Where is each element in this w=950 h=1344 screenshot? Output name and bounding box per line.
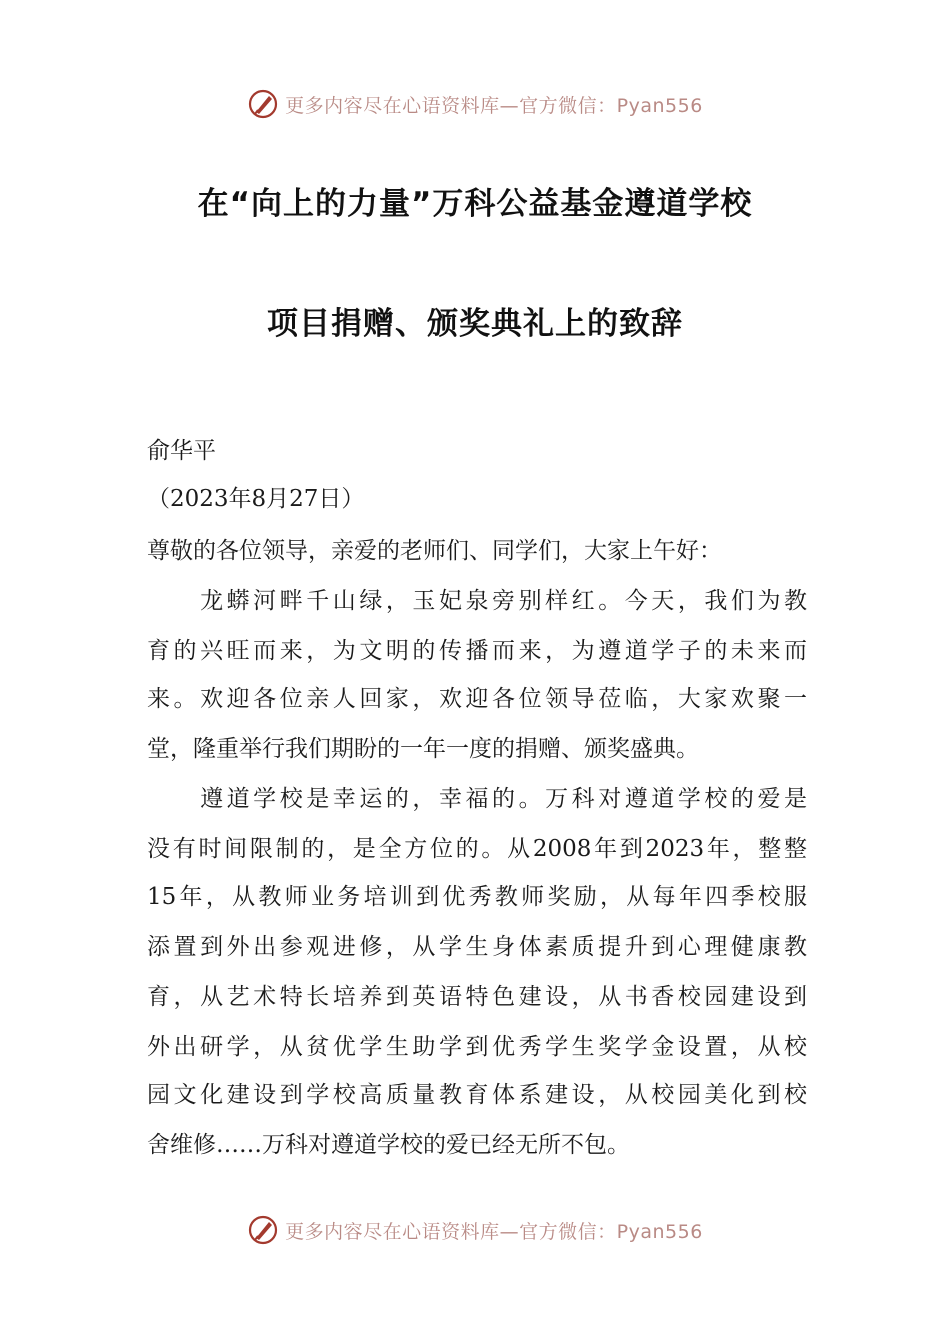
body-line: 龙蟒河畔千山绿，玉妃泉旁别样红。今天，我们为教: [147, 588, 807, 614]
watermark-text: 更多内容尽在心语资料库—官方微信：Pyan556: [285, 1220, 703, 1243]
body-line: 尊敬的各位领导，亲爱的老师们、同学们，大家上午好：: [147, 538, 722, 564]
footer-watermark: [0, 1210, 950, 1250]
body-line: 外出研学，从贫优学生助学到优秀学生奖学金设置，从校: [147, 1034, 807, 1060]
body-line: 没有时间限制的，是全方位的。从2008年到2023年，整整: [147, 836, 807, 862]
body-line: 15年，从教师业务培训到优秀教师奖励，从每年四季校服: [147, 884, 807, 910]
header-watermark: [0, 84, 950, 124]
body-line: 来。欢迎各位亲人回家，欢迎各位领导莅临，大家欢聚一: [147, 686, 807, 712]
document-title-line-2: 项目捐赠、颁奖典礼上的致辞: [267, 306, 683, 342]
author-name: 俞华平: [147, 438, 216, 464]
quill-pen-icon: [247, 1214, 279, 1246]
watermark-text: 更多内容尽在心语资料库—官方微信：Pyan556: [285, 94, 703, 117]
body-line: 园文化建设到学校高质量教育体系建设，从校园美化到校: [147, 1082, 807, 1108]
document-title-line-1: 在“向上的力量”万科公益基金遵道学校: [197, 186, 753, 222]
speech-date: （2023年8月27日）: [147, 486, 365, 512]
body-line: 遵道学校是幸运的，幸福的。万科对遵道学校的爱是: [147, 786, 807, 812]
body-line: 育的兴旺而来，为文明的传播而来，为遵道学子的未来而: [147, 638, 807, 664]
quill-pen-icon: [247, 88, 279, 120]
body-line: 育，从艺术特长培养到英语特色建设，从书香校园建设到: [147, 984, 807, 1010]
body-line: 舍维修……万科对遵道学校的爱已经无所不包。: [147, 1132, 630, 1158]
body-line: 添置到外出参观进修，从学生身体素质提升到心理健康教: [147, 934, 807, 960]
body-line: 堂，隆重举行我们期盼的一年一度的捐赠、颁奖盛典。: [147, 736, 699, 762]
